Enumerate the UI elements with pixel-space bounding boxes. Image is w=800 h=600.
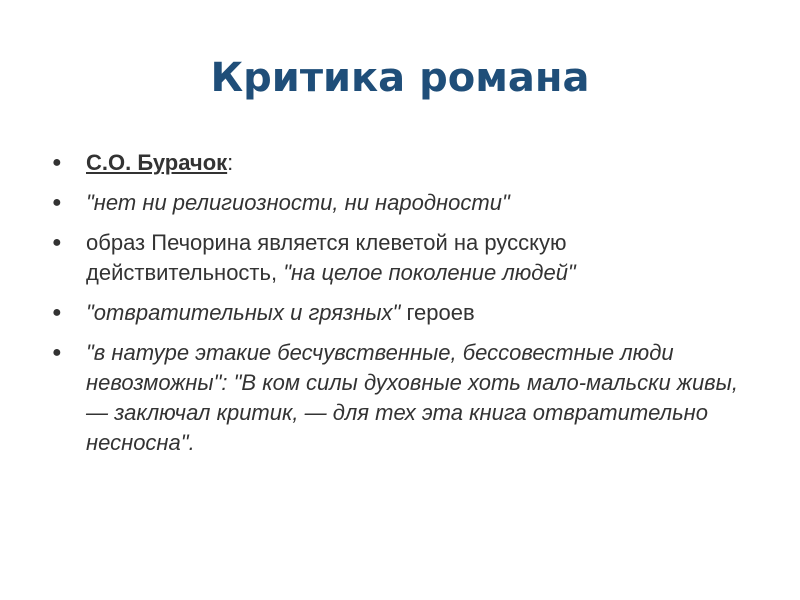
list-item [50,298,760,328]
bullet-dot-icon: ● [52,304,62,321]
bullet-dot-icon: ● [52,344,62,361]
bullet-list [50,148,760,468]
bullet-dot-icon: ● [52,194,62,211]
quote-text: "в натуре этакие бесчувственные, бессовестные люди невозможны": "В ком силы духовные хоть мало-мальски живы, — заключал критик, — для тех эта книга отвратительно несносна". [86,340,738,455]
quote-text: "на целое поколение людей" [283,260,576,285]
list-item [50,338,760,458]
slide-title: Критика романа [210,55,590,101]
list-item [50,228,760,288]
bullet-dot-icon: ● [52,154,62,171]
quote-text: "нет ни религиозности, ни народности" [86,190,510,215]
list-item-text: : [227,150,234,175]
bullet-dot-icon: ● [52,234,62,251]
quote-text: "отвратительных и грязных" [86,300,401,325]
critic-name: С.О. Бурачок [86,150,228,175]
list-item-text: героев [400,300,475,325]
list-item [50,148,760,178]
list-item-text: образ Печорина является клеветой на русскую действительность, [86,230,567,285]
list-item [50,188,760,218]
